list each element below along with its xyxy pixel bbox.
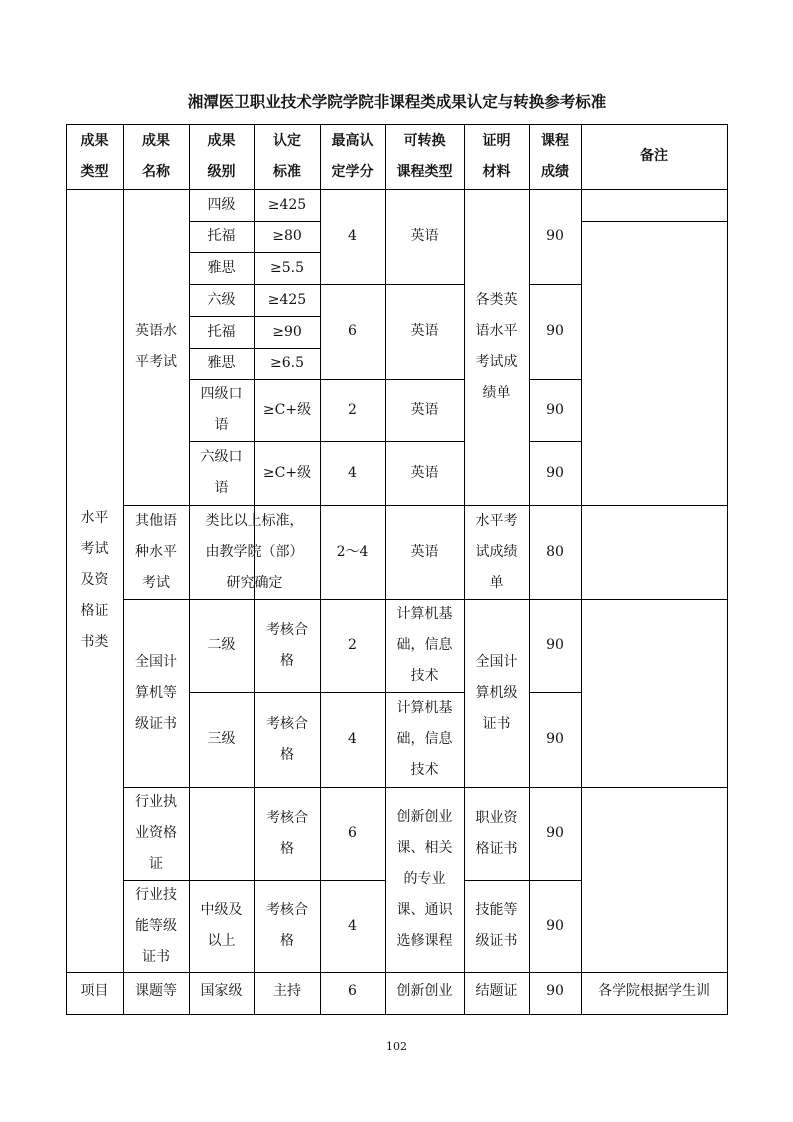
header-standard: 认定 标准 xyxy=(273,132,301,180)
practice-standard-cell: 考核合 格 xyxy=(266,809,308,857)
project-credit-cell: 6 xyxy=(348,983,357,999)
english-level-cell: 托福 xyxy=(207,228,236,244)
project-name-cell: 课题等 xyxy=(135,983,177,999)
other-lang-name-cell: 其他语 种水平 考试 xyxy=(135,512,177,591)
shared-course-cell: 创新创业 课、相关 的专业 课、通识 选修课程 xyxy=(396,809,453,949)
category-type-cell: 水平 考试 及资 格证 书类 xyxy=(80,510,109,650)
english-standard-cell: ≥C+级 xyxy=(262,464,312,481)
skill-proof-cell: 技能等 级证书 xyxy=(475,902,518,949)
project-proof-cell: 结题证 xyxy=(475,983,518,999)
english-standard-cell: ≥425 xyxy=(267,291,307,308)
english-standard-cell: ≥425 xyxy=(267,196,307,213)
english-score-cell: 90 xyxy=(546,464,564,481)
header-proof: 证明 材料 xyxy=(482,132,511,180)
table-rule xyxy=(727,124,728,221)
english-course-cell: 英语 xyxy=(410,401,439,418)
practice-credit-cell: 6 xyxy=(348,825,357,841)
computer-level-cell: 三级 xyxy=(207,731,236,747)
page-number: 102 xyxy=(386,1040,407,1053)
header-course: 可转换 课程类型 xyxy=(396,132,453,180)
computer-name-cell: 全国计 算机等 级证书 xyxy=(135,653,177,732)
skill-standard-cell: 考核合 格 xyxy=(266,902,308,949)
english-score-cell: 90 xyxy=(546,228,564,244)
english-level-cell: 雅思 xyxy=(207,259,236,276)
english-proof-cell: 各类英 语水平 考试成 绩单 xyxy=(475,292,518,401)
header-name: 成果 名称 xyxy=(142,132,170,180)
computer-credit-cell: 2 xyxy=(348,637,357,653)
english-score-cell: 90 xyxy=(546,323,564,339)
computer-score-cell: 90 xyxy=(546,731,564,747)
project-course-cell: 创新创业 xyxy=(396,983,453,999)
practice-level-cell xyxy=(189,787,254,880)
header-level: 成果 级别 xyxy=(207,132,236,180)
english-level-cell: 托福 xyxy=(207,323,236,340)
skill-level-cell: 中级及 以上 xyxy=(200,902,243,949)
english-level-cell: 四级口 语 xyxy=(200,386,243,433)
computer-standard-cell: 考核合 格 xyxy=(266,715,308,763)
header-remark: 备注 xyxy=(640,148,668,164)
project-remark-cell: 各学院根据学生训 xyxy=(598,983,710,999)
computer-course-cell: 计算机基 础，信息 技术 xyxy=(396,700,453,778)
practice-proof-cell: 职业资 格证书 xyxy=(475,809,518,857)
english-level-cell: 六级 xyxy=(207,291,236,308)
header-score: 课程 成绩 xyxy=(541,132,569,180)
header-type: 成果 类型 xyxy=(80,132,109,180)
english-score-cell: 90 xyxy=(546,401,564,418)
other-lang-score-cell: 80 xyxy=(546,543,564,560)
english-level-cell: 六级口 语 xyxy=(200,449,243,496)
practice-name-cell: 行业执 业资格 证 xyxy=(135,794,177,872)
other-lang-standard-cell: 类比以上标准， 由教学院（部） 研究确定 xyxy=(205,512,304,591)
english-course-cell: 英语 xyxy=(410,323,439,339)
computer-credit-cell: 4 xyxy=(348,731,357,747)
other-lang-course-cell: 英语 xyxy=(410,543,439,560)
computer-level-cell: 二级 xyxy=(207,637,236,653)
computer-standard-cell: 考核合 格 xyxy=(266,621,308,669)
english-standard-cell: ≥80 xyxy=(272,228,302,244)
computer-course-cell: 计算机基 础，信息 技术 xyxy=(396,606,453,684)
project-type-cell: 项目 xyxy=(80,983,109,999)
skill-name-cell: 行业技 能等级 证书 xyxy=(135,886,177,965)
project-level-cell: 国家级 xyxy=(200,983,243,999)
skill-score-cell: 90 xyxy=(546,917,564,934)
english-standard-cell: ≥6.5 xyxy=(270,355,304,371)
project-score-cell: 90 xyxy=(546,983,564,999)
english-standard-cell: ≥C+级 xyxy=(262,401,312,418)
header-credit: 最高认 定学分 xyxy=(331,132,374,180)
english-credit-cell: 2 xyxy=(348,401,357,418)
english-level-cell: 雅思 xyxy=(207,355,236,371)
english-standard-cell: ≥90 xyxy=(272,323,302,340)
document-title: 湘潭医卫职业技术学院学院非课程类成果认定与转换参考标准 xyxy=(187,93,607,111)
computer-proof-cell: 全国计 算机级 证书 xyxy=(475,653,518,732)
table-rule xyxy=(581,221,728,222)
english-standard-cell: ≥5.5 xyxy=(270,259,304,276)
english-credit-cell: 4 xyxy=(348,464,357,481)
english-name-cell: 英语水 平考试 xyxy=(135,323,177,370)
english-course-cell: 英语 xyxy=(410,464,439,481)
project-standard-cell: 主持 xyxy=(273,983,301,999)
english-credit-cell: 6 xyxy=(348,323,357,339)
table-rule xyxy=(727,220,728,1015)
computer-score-cell: 90 xyxy=(546,637,564,653)
english-level-cell: 四级 xyxy=(207,196,236,213)
skill-credit-cell: 4 xyxy=(348,917,357,934)
practice-score-cell: 90 xyxy=(546,825,564,841)
english-course-cell: 英语 xyxy=(410,228,439,244)
other-lang-credit-cell: 2～4 xyxy=(336,543,369,560)
other-lang-proof-cell: 水平考 试成绩 单 xyxy=(475,512,518,591)
english-credit-cell: 4 xyxy=(348,228,357,244)
table-rule xyxy=(581,124,582,1015)
